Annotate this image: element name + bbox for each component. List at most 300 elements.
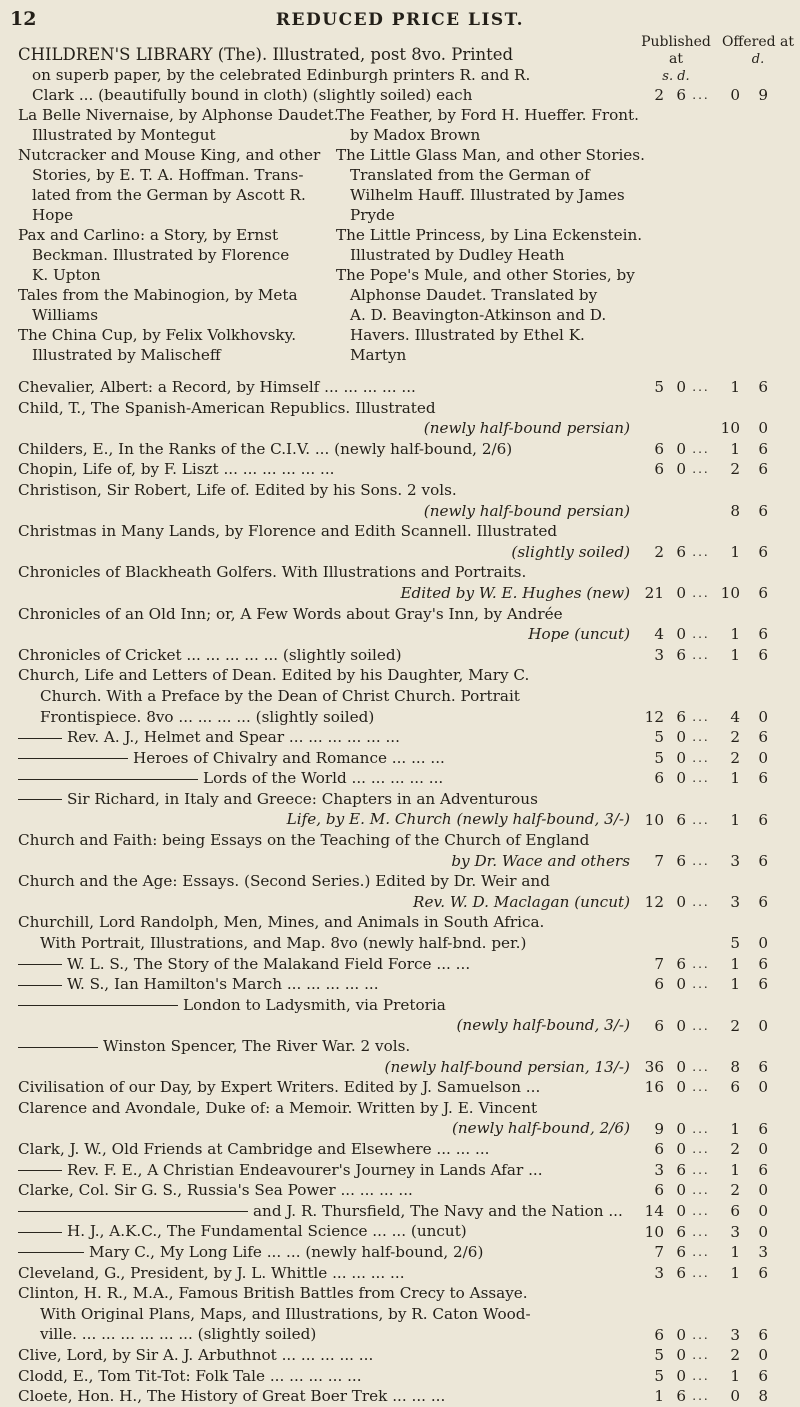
- catalogue-text: With Original Plans, Maps, and Illustrations, by R. Caton Wood-: [40, 1304, 531, 1323]
- catalogue-line: [18, 789, 630, 810]
- title-line: La Belle Nivernaise, by Alphonse Daudet.: [18, 106, 339, 124]
- catalogue-line: [18, 398, 630, 419]
- offered-pence: 6: [758, 1119, 768, 1138]
- published-pence: 6: [676, 1222, 686, 1241]
- catalogue-text: (newly half-bound, 3/-): [456, 1016, 630, 1035]
- offered-pence: 6: [758, 1263, 768, 1282]
- published-pence: 0: [676, 460, 686, 479]
- offered-shillings: 10: [720, 584, 740, 602]
- ditto-dash: [18, 738, 62, 739]
- price-row: [636, 1057, 800, 1077]
- leader-dots: ...: [692, 1183, 710, 1198]
- catalogue-text: Church and the Age: Essays. (Second Series.) Edited by Dr. Weir and: [18, 872, 550, 891]
- catalogue-line: [18, 809, 630, 830]
- offered-shillings: 3: [730, 1222, 740, 1241]
- published-shillings: 1: [654, 1387, 664, 1406]
- catalogue-text: Rev. A. J., Helmet and Spear ... ... ... ... ... ...: [67, 728, 400, 747]
- catalogue-text: Sir Richard, in Italy and Greece: Chapters in an Adventurous: [67, 789, 538, 808]
- leader-dots: ...: [692, 1224, 710, 1239]
- leader-dots: ...: [692, 462, 710, 477]
- price-row: [636, 1304, 800, 1324]
- price-row: [636, 871, 800, 891]
- published-shillings: 5: [654, 748, 664, 767]
- catalogue-line: [18, 1057, 630, 1078]
- catalogue-text: ville. ... ... ... ... ... ... (slightly soiled): [40, 1325, 317, 1344]
- catalogue-text: (newly half-bound persian): [423, 419, 630, 438]
- leader-dots: ...: [692, 1059, 710, 1074]
- offered-pence: 0: [758, 1140, 768, 1159]
- catalogue-text: (newly half-bound persian, 13/-): [384, 1057, 630, 1076]
- leader-dots: ...: [692, 1018, 710, 1033]
- offered-shillings: 3: [730, 851, 740, 870]
- published-shillings: 6: [654, 769, 664, 788]
- offered-pence: 0: [758, 1016, 768, 1035]
- catalogue-text: W. S., Ian Hamilton's March ... ... ... ... ...: [67, 975, 379, 994]
- catalogue-line: [18, 1098, 630, 1119]
- published-pence: 6: [676, 954, 686, 973]
- title-line: Alphonse Daudet. Translated by: [350, 286, 598, 304]
- catalogue-text: Life, by E. M. Church (newly half-bound, 3/-): [286, 810, 630, 829]
- leader-dots: ...: [692, 750, 710, 765]
- title-line: by Madox Brown: [350, 126, 481, 144]
- leader-dots: ...: [692, 1080, 710, 1095]
- price-row: [636, 1016, 800, 1036]
- catalogue-text: Mary C., My Long Life ... ... (newly half-bound, 2/6): [89, 1242, 484, 1261]
- offered-pence: 0: [758, 1181, 768, 1200]
- catalogue-line: [18, 1283, 630, 1304]
- offered-pence: 6: [758, 810, 768, 829]
- offered-pence: 0: [758, 934, 768, 953]
- catalogue-text: W. L. S., The Story of the Malakand Field Force ... ...: [67, 954, 471, 973]
- titles-right-column: [336, 105, 645, 365]
- price-row: [636, 1325, 800, 1345]
- offered-shillings: 1: [730, 1160, 740, 1179]
- published-shillings: 21: [644, 584, 664, 602]
- price-row: [636, 1139, 800, 1159]
- price-row: [636, 439, 800, 459]
- published-shillings: 16: [644, 1078, 664, 1097]
- published-shillings: 10: [644, 810, 664, 829]
- price-row: [636, 624, 800, 644]
- catalogue-line: [18, 707, 630, 728]
- catalogue-line: [18, 1324, 630, 1345]
- catalogue-line: [18, 768, 630, 789]
- published-pence: 0: [676, 625, 686, 644]
- title-line: K. Upton: [32, 266, 101, 284]
- catalogue-line: [18, 521, 630, 542]
- leader-dots: ...: [692, 1327, 710, 1342]
- published-shillings: 7: [654, 954, 664, 973]
- offered-pence: 0: [758, 1078, 768, 1097]
- titles-left-column: [18, 105, 339, 365]
- title-line: Tales from the Mabinogion, by Meta: [18, 286, 298, 304]
- offered-shillings: 3: [730, 893, 740, 911]
- running-title: REDUCED PRICE LIST.: [275, 10, 525, 30]
- title-line: Nutcracker and Mouse King, and other: [18, 146, 321, 164]
- catalogue-text: Clark, J. W., Old Friends at Cambridge and Elsewhere ... ... ...: [18, 1139, 490, 1158]
- published-shillings: 7: [654, 1243, 664, 1262]
- price-row: [636, 707, 800, 727]
- price-row: [636, 1077, 800, 1097]
- price-row: [636, 604, 800, 624]
- ditto-dash: [18, 1232, 62, 1233]
- price-row: [636, 954, 800, 974]
- title-line: Translated from the German of: [350, 166, 590, 184]
- catalogue-text: Clinton, H. R., M.A., Famous British Battles from Crecy to Assaye.: [18, 1284, 528, 1303]
- price-row: [636, 1036, 800, 1056]
- offered-pence: 0: [758, 707, 768, 726]
- price-row: [636, 974, 800, 994]
- offered-pence: 6: [758, 1366, 768, 1385]
- catalogue-text: Church, Life and Letters of Dean. Edited by his Daughter, Mary C.: [18, 666, 530, 685]
- ditto-dash: [18, 779, 198, 780]
- published-shillings: 3: [654, 1160, 664, 1179]
- offered-pence: 6: [758, 501, 768, 520]
- published-pence: 0: [676, 975, 686, 994]
- catalogue-line: [18, 459, 630, 480]
- offered-shillings: 6: [730, 1078, 740, 1097]
- leader-dots: ...: [692, 977, 710, 992]
- title-line: Illustrated by Dudley Heath: [350, 246, 565, 264]
- catalogue-list: [18, 377, 630, 1407]
- catalogue-line: [18, 542, 630, 563]
- title-line: Wilhelm Hauff. Illustrated by James: [350, 186, 625, 204]
- leader-dots: ...: [692, 895, 710, 909]
- price-row: [636, 398, 800, 418]
- offered-shillings: 1: [730, 769, 740, 788]
- catalogue-line: [18, 1304, 630, 1325]
- ditto-dash: [18, 1211, 248, 1212]
- leader-dots: ...: [692, 730, 710, 745]
- offered-shillings: 5: [730, 934, 740, 953]
- offered-shillings: 1: [730, 954, 740, 973]
- catalogue-text: by Dr. Wace and others: [451, 851, 630, 870]
- leader-dots: ...: [692, 1265, 710, 1280]
- price-row: [636, 995, 800, 1015]
- catalogue-line: [18, 1015, 630, 1036]
- catalogue-line: [18, 1160, 630, 1181]
- leader-dots: ...: [692, 380, 710, 394]
- leader-dots: ...: [692, 88, 710, 102]
- price-row: [636, 913, 800, 933]
- title-line: The Little Princess, by Lina Eckenstein.: [336, 226, 643, 244]
- offered-shillings: 1: [730, 645, 740, 664]
- offered-shillings: 1: [730, 1119, 740, 1138]
- leader-dots: ...: [692, 709, 710, 724]
- offered-shillings: 1: [730, 810, 740, 829]
- catalogue-text: Cloete, Hon. H., The History of Great Boer Trek ... ... ...: [18, 1387, 446, 1406]
- catalogue-line: [18, 439, 630, 460]
- offered-pence: 6: [758, 851, 768, 870]
- published-pence: 6: [676, 86, 686, 104]
- catalogue-text: Frontispiece. 8vo ... ... ... ... (slightly soiled): [40, 707, 375, 726]
- catalogue-line: [18, 830, 630, 851]
- price-row: [636, 1160, 800, 1180]
- catalogue-line: [18, 974, 630, 995]
- catalogue-text: Church. With a Preface by the Dean of Christ Church. Portrait: [40, 686, 520, 705]
- catalogue-line: [18, 1036, 630, 1057]
- price-row: [636, 1222, 800, 1242]
- catalogue-line: [18, 1221, 630, 1242]
- price-row: [636, 583, 800, 603]
- offered-shillings: 1: [730, 1243, 740, 1262]
- title-line: Illustrated by Malischeff: [32, 346, 221, 364]
- offered-pence: 6: [758, 1057, 768, 1076]
- catalogue-line: [18, 1201, 630, 1222]
- published-shillings: 5: [654, 1366, 664, 1385]
- offered-pence: 6: [758, 584, 768, 602]
- offered-shillings: 8: [730, 1057, 740, 1076]
- catalogue-line: [18, 1345, 630, 1366]
- offered-pence: 6: [758, 1160, 768, 1179]
- published-pence: 6: [676, 1387, 686, 1406]
- running-header: [0, 8, 800, 34]
- offered-shillings: 2: [730, 1346, 740, 1365]
- title-line: The Feather, by Ford H. Hueffer. Front.: [336, 106, 639, 124]
- price-row: [636, 562, 800, 582]
- offered-shillings: 1: [730, 975, 740, 994]
- offered-shillings: 0: [730, 86, 740, 104]
- catalogue-line: [18, 851, 630, 872]
- offered-pence: 0: [758, 748, 768, 767]
- catalogue-text: Rev. W. D. Maclagan (uncut): [413, 892, 630, 911]
- price-row: [636, 665, 800, 685]
- offered-pence: 6: [758, 1325, 768, 1344]
- title-line: Stories, by E. T. A. Hoffman. Trans-: [32, 166, 304, 184]
- title-line: Pryde: [350, 206, 395, 224]
- published-pence: 0: [676, 1057, 686, 1076]
- price-row: [636, 830, 800, 850]
- leader-dots: ...: [692, 853, 710, 868]
- catalogue-line: [18, 665, 630, 686]
- catalogue-line: [18, 727, 630, 748]
- offered-shillings: 6: [730, 1202, 740, 1220]
- ditto-dash: [18, 1252, 84, 1253]
- published-pence: 6: [676, 810, 686, 829]
- offered-pence: 6: [758, 975, 768, 994]
- offered-shillings: 2: [730, 460, 740, 479]
- childrens-library-entry: [18, 45, 630, 105]
- catalogue-line: [18, 748, 630, 769]
- published-shillings: 6: [654, 460, 664, 479]
- price-row: [636, 1366, 800, 1386]
- title-line: Beckman. Illustrated by Florence: [32, 246, 290, 264]
- catalogue-text: Christmas in Many Lands, by Florence and Edith Scannell. Illustrated: [18, 522, 558, 541]
- ditto-dash: [18, 758, 128, 759]
- catalogue-text: With Portrait, Illustrations, and Map. 8vo (newly half-bnd. per.): [40, 934, 527, 953]
- price-row: [636, 377, 800, 397]
- leader-dots: ...: [692, 1162, 710, 1177]
- title-line: The Little Glass Man, and other Stories.: [336, 146, 645, 164]
- catalogue-text: Child, T., The Spanish-American Republics. Illustrated: [18, 398, 436, 417]
- title-line: The Pope's Mule, and other Stories, by: [336, 266, 635, 284]
- catalogue-text: Childers, E., In the Ranks of the C.I.V. ... (newly half-bound, 2/6): [18, 439, 513, 458]
- published-units: s. d.: [662, 69, 690, 84]
- published-pence: 6: [676, 1160, 686, 1179]
- catalogue-line: [18, 892, 630, 913]
- price-row: [636, 1242, 800, 1262]
- title-line: lated from the German by Ascott R.: [32, 186, 306, 204]
- published-pence: 6: [676, 1263, 686, 1282]
- catalogue-text: Clarke, Col. Sir G. S., Russia's Sea Power ... ... ... ...: [18, 1181, 413, 1200]
- catalogue-line: [18, 501, 630, 522]
- leader-dots: ...: [692, 956, 710, 971]
- published-pence: 0: [676, 1325, 686, 1344]
- published-shillings: 9: [654, 1119, 664, 1138]
- offered-pence: 0: [758, 1346, 768, 1365]
- published-shillings: 6: [654, 439, 664, 458]
- published-pence: 0: [676, 1016, 686, 1035]
- published-pence: 0: [676, 748, 686, 767]
- price-row: [636, 933, 800, 953]
- published-pence: 0: [676, 893, 686, 911]
- title-line: Pax and Carlino: a Story, by Ernst: [18, 226, 279, 244]
- leader-dots: ...: [692, 1245, 710, 1260]
- price-row: [636, 418, 800, 438]
- catalogue-line: [18, 1077, 630, 1098]
- published-shillings: 3: [654, 645, 664, 664]
- offered-pence: 6: [758, 954, 768, 973]
- catalogue-line: [18, 1180, 630, 1201]
- catalogue-line: [18, 1366, 630, 1387]
- price-row: [636, 1098, 800, 1118]
- offered-shillings: 0: [730, 1387, 740, 1406]
- offered-pence: 8: [758, 1387, 768, 1406]
- leader-dots: ...: [692, 1389, 710, 1404]
- title-line: The China Cup, by Felix Volkhovsky.: [18, 326, 297, 344]
- published-shillings: 5: [654, 378, 664, 396]
- leader-dots: ...: [692, 441, 710, 456]
- offered-shillings: 1: [730, 439, 740, 458]
- catalogue-line: [18, 995, 630, 1016]
- published-pence: 0: [676, 1119, 686, 1138]
- price-row: [636, 1180, 800, 1200]
- price-row: [636, 1386, 800, 1406]
- catalogue-text: (newly half-bound, 2/6): [451, 1119, 630, 1138]
- offered-pence: 6: [758, 893, 768, 911]
- offered-shillings: 10: [720, 419, 740, 438]
- published-shillings: 2: [654, 86, 664, 104]
- title-line: Illustrated by Montegut: [32, 126, 216, 144]
- entry-line: on superb paper, by the celebrated Edinburgh printers R. and R.: [32, 66, 531, 84]
- leader-dots: ...: [692, 812, 710, 827]
- offered-units: d.: [751, 52, 765, 67]
- catalogue-line: [18, 604, 630, 625]
- price-row: [636, 1345, 800, 1365]
- offered-shillings: 1: [730, 542, 740, 561]
- offered-pence: 6: [758, 625, 768, 644]
- published-shillings: 2: [654, 542, 664, 561]
- catalogue-text: Chronicles of an Old Inn; or, A Few Words about Gray's Inn, by Andrée: [18, 604, 563, 623]
- offered-shillings: 2: [730, 1016, 740, 1035]
- catalogue-line: [18, 1386, 630, 1407]
- catalogue-line: [18, 954, 630, 975]
- leader-dots: ...: [692, 1142, 710, 1157]
- catalogue-line: [18, 1139, 630, 1160]
- catalogue-line: [18, 645, 630, 666]
- price-row: [636, 645, 800, 665]
- catalogue-line: [18, 583, 630, 604]
- leader-dots: ...: [692, 771, 710, 786]
- catalogue-line: [18, 933, 630, 954]
- catalogue-text: H. J., A.K.C., The Fundamental Science ... ... (uncut): [67, 1222, 467, 1241]
- title-line: A. D. Beavington-Atkinson and D.: [350, 306, 607, 324]
- leader-dots: ...: [692, 1368, 710, 1383]
- offered-shillings: 2: [730, 748, 740, 767]
- entry-line: CHILDREN'S LIBRARY (The). Illustrated, post 8vo. Printed: [18, 45, 514, 64]
- title-line: Hope: [32, 206, 74, 224]
- price-row: [636, 892, 800, 912]
- offered-pence: 6: [758, 542, 768, 561]
- catalogue-text: Rev. F. E., A Christian Endeavourer's Journey in Lands Afar ...: [67, 1160, 543, 1179]
- catalogue-text: (slightly soiled): [511, 542, 630, 561]
- published-pence: 6: [676, 707, 686, 726]
- offered-pence: 6: [758, 378, 768, 396]
- offered-heading-label: Offered at: [721, 34, 795, 50]
- catalogue-text: Hope (uncut): [528, 625, 630, 644]
- published-pence: 0: [676, 1346, 686, 1365]
- published-pence: 6: [676, 645, 686, 664]
- leader-dots: ...: [692, 1121, 710, 1136]
- published-pence: 0: [676, 1140, 686, 1159]
- ditto-dash: [18, 964, 62, 965]
- catalogue-text: Christison, Sir Robert, Life of. Edited by his Sons. 2 vols.: [18, 480, 457, 499]
- ditto-dash: [18, 1005, 178, 1006]
- offered-pence: 6: [758, 439, 768, 458]
- published-pence: 0: [676, 439, 686, 458]
- catalogue-text: Chronicles of Cricket ... ... ... ... ... (slightly soiled): [18, 645, 402, 664]
- price-row: [636, 727, 800, 747]
- catalogue-text: Clarence and Avondale, Duke of: a Memoir. Written by J. E. Vincent: [18, 1098, 538, 1117]
- published-pence: 6: [676, 851, 686, 870]
- ditto-dash: [18, 799, 62, 800]
- published-pence: 0: [676, 1202, 686, 1220]
- price-row: [636, 748, 800, 768]
- published-pence: 0: [676, 584, 686, 602]
- ditto-dash: [18, 1170, 62, 1171]
- price-row: [636, 768, 800, 788]
- catalogue-line: [18, 480, 630, 501]
- offered-pence: 6: [758, 728, 768, 747]
- offered-shillings: 2: [730, 728, 740, 747]
- published-heading-label: Published at: [641, 34, 711, 67]
- catalogue-text: Churchill, Lord Randolph, Men, Mines, and Animals in South Africa.: [18, 913, 545, 932]
- price-row: [636, 810, 800, 830]
- catalogue-text: Clodd, E., Tom Tit-Tot: Folk Tale ... ... ... ... ...: [18, 1366, 362, 1385]
- catalogue-text: Chopin, Life of, by F. Liszt ... ... ... ... ... ...: [18, 460, 335, 479]
- offered-pence: 6: [758, 645, 768, 664]
- catalogue-line: [18, 418, 630, 439]
- published-column-heading: [636, 34, 716, 85]
- offered-shillings: 1: [730, 625, 740, 644]
- published-pence: 0: [676, 378, 686, 396]
- offered-column-heading: [718, 34, 798, 68]
- leader-dots: ...: [692, 544, 710, 559]
- published-shillings: 5: [654, 728, 664, 747]
- published-pence: 6: [676, 542, 686, 561]
- price-row: [636, 851, 800, 871]
- catalogue-line: [18, 1118, 630, 1139]
- offered-pence: 0: [758, 1222, 768, 1241]
- published-pence: 0: [676, 1181, 686, 1200]
- ditto-dash: [18, 985, 62, 986]
- offered-shillings: 2: [730, 1140, 740, 1159]
- published-shillings: 3: [654, 1263, 664, 1282]
- offered-pence: 3: [758, 1243, 768, 1262]
- price-row: [636, 501, 800, 521]
- catalogue-text: London to Ladysmith, via Pretoria: [183, 995, 446, 1014]
- entry-line: Clark ... (beautifully bound in cloth) (slightly soiled) each: [32, 86, 473, 104]
